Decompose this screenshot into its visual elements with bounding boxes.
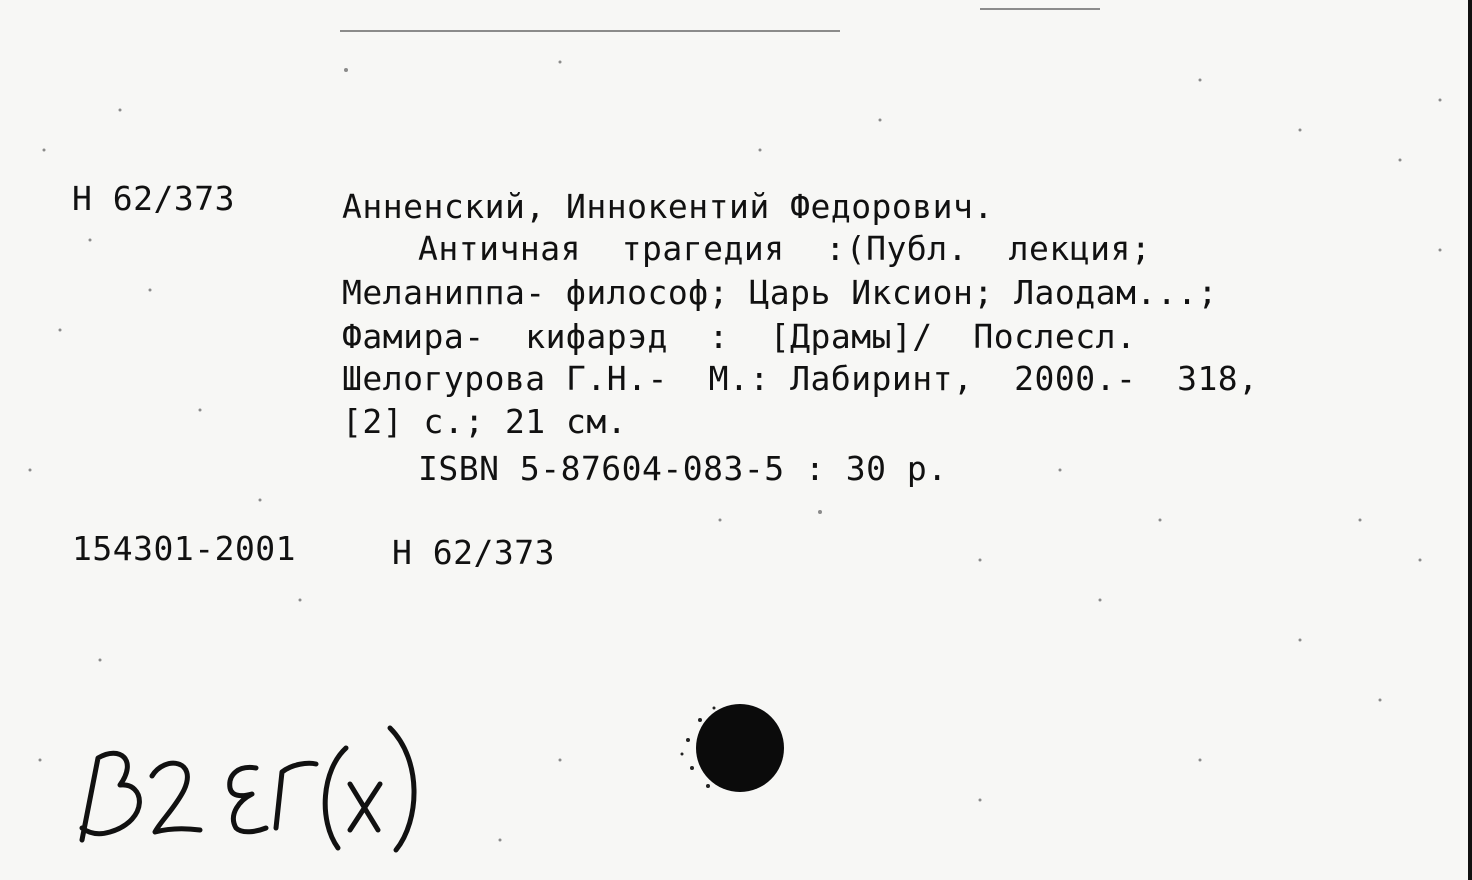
card-right-edge <box>1468 0 1472 880</box>
isbn-line: ISBN 5-87604-083-5 : 30 р. <box>418 449 948 488</box>
handwritten-mark <box>60 710 440 860</box>
description-line-3: Фамира- кифарэд : [Драмы]/ Послесл. <box>342 317 1137 356</box>
description-line-1: Античная трагедия :(Публ. лекция; <box>418 229 1152 268</box>
description-line-2: Меланиппа- философ; Царь Иксион; Лаодам...; <box>342 273 1218 312</box>
inventory-call-number: Н 62/373 <box>392 533 555 572</box>
description-line-4: Шелогурова Г.Н.- М.: Лабиринт, 2000.- 318, <box>342 359 1259 398</box>
author-heading: Анненский, Иннокентий Федорович. <box>342 187 994 226</box>
description-line-5: [2] с.; 21 см. <box>342 402 628 441</box>
punch-hole <box>660 690 800 810</box>
inventory-number: 154301-2001 <box>72 529 297 568</box>
call-number: Н 62/373 <box>72 179 235 218</box>
